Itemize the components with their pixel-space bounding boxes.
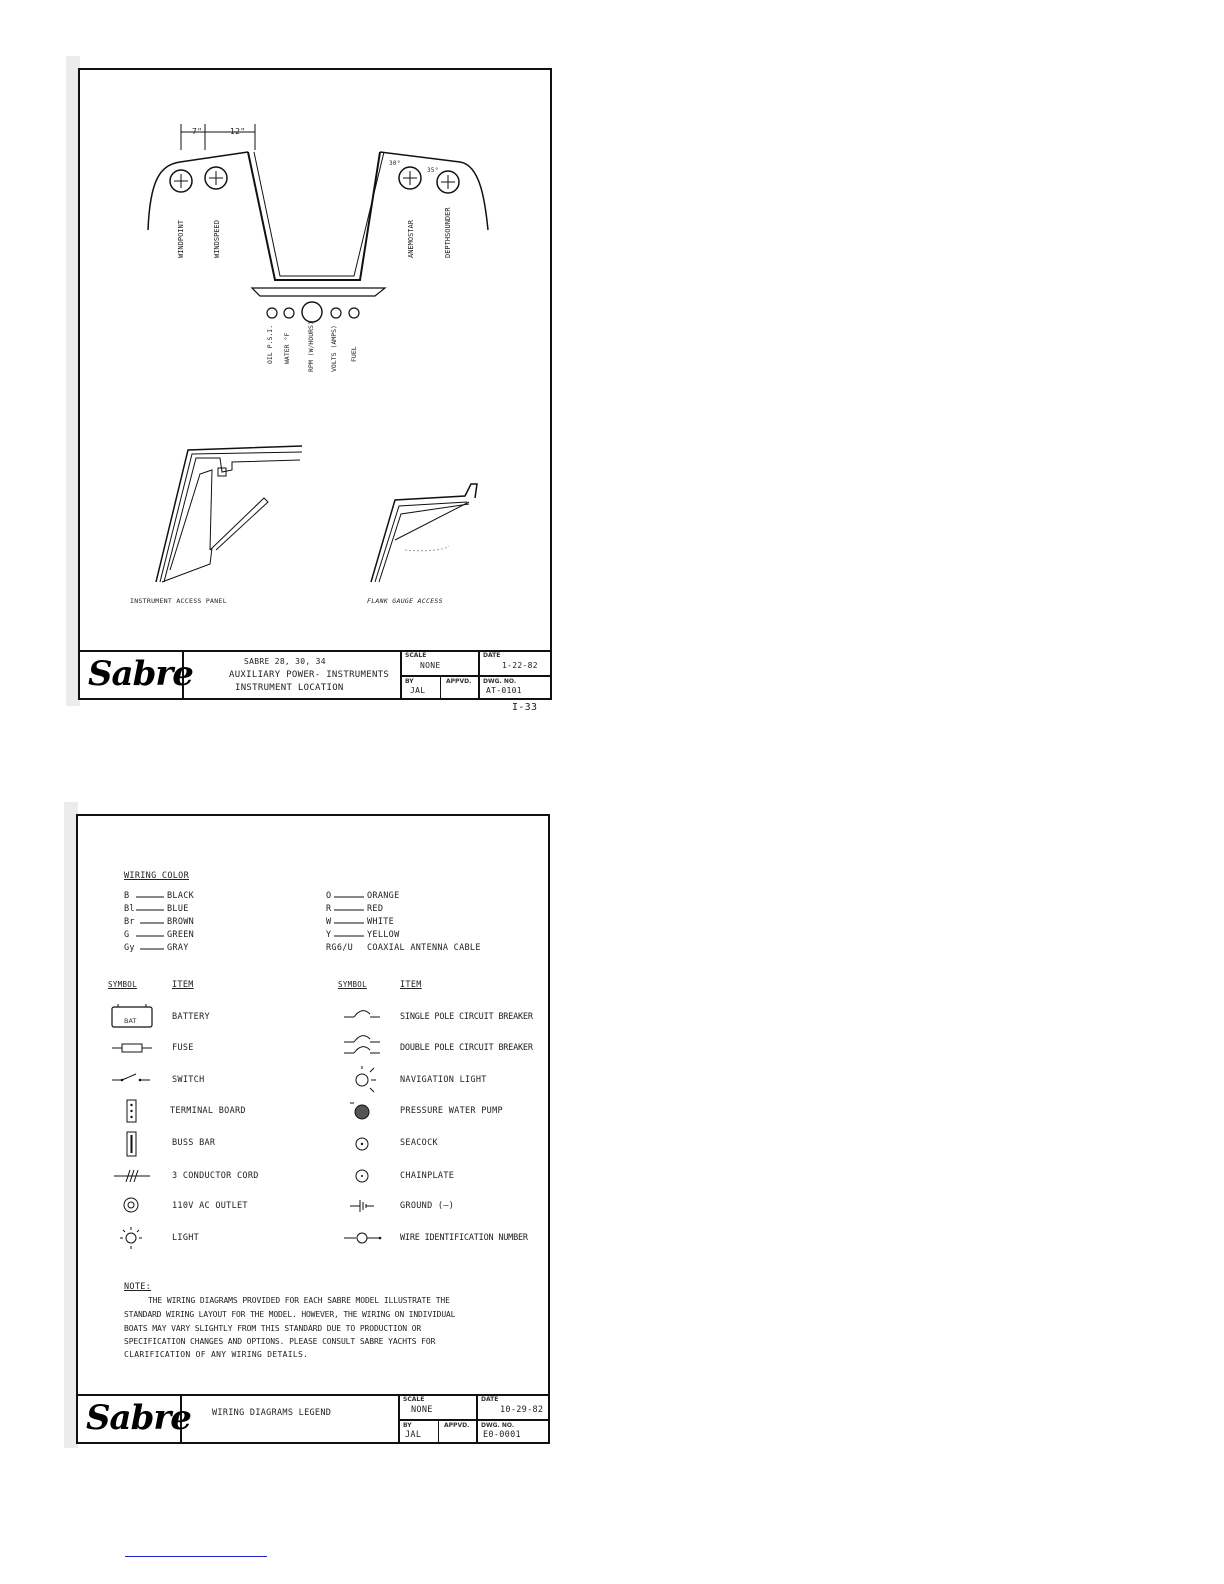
color-name: RED [367,904,384,914]
page-number: I-33 [512,702,538,713]
color-dashes-left [134,894,174,954]
color-name: GREEN [167,930,195,940]
item-header-right: ITEM [400,980,422,990]
legend-item-pressure-water-pump: PRESSURE WATER PUMP [400,1106,503,1116]
note-line: SPECIFICATION CHANGES AND OPTIONS. PLEASE CONSULT SABRE YACHTS FOR [124,1337,436,1346]
legend-item-3-conductor-cord: 3 CONDUCTOR CORD [172,1171,259,1181]
color-code: B [124,891,130,901]
color-name: YELLOW [367,930,400,940]
legend-item-chainplate: CHAINPLATE [400,1171,455,1181]
color-name: WHITE [367,917,395,927]
battery-symbol-text: BAT [124,1017,137,1025]
dimension-right: 12" [230,127,246,136]
legend-item-ground: GROUND (—) [400,1201,455,1211]
navigation-light-icon [356,1066,376,1092]
panel-label-flank-gauge-access: FLANK GAUGE ACCESS [367,597,443,605]
color-name: BROWN [167,917,195,927]
tb1-divider-h [400,675,552,677]
light-icon [120,1227,142,1249]
instrument-label-depthsounder: DEPTHSOUNDER [444,207,452,258]
legend-item-terminal-board: TERMINAL BOARD [170,1106,246,1116]
symbol-header-right: SYMBOL [338,980,367,989]
instrument-label-windpoint: WINDPOINT [177,220,185,258]
tb2-dwg: E0-0001 [483,1430,521,1440]
tb1-date-label: DATE [483,652,501,659]
color-name: BLACK [167,891,195,901]
color-name: ORANGE [367,891,400,901]
sabre-logo: Sabre [88,654,193,694]
note-line: BOATS MAY VARY SLIGHTLY FROM THIS STANDARD DUE TO PRODUCTION OR [124,1324,422,1333]
legend-item-switch: SWITCH [172,1075,205,1085]
color-code: W [326,917,332,927]
note-line: STANDARD WIRING LAYOUT FOR THE MODEL. HOWEVER, THE WIRING ON INDIVIDUAL [124,1310,456,1319]
item-header-left: ITEM [172,980,194,990]
tb1-date: 1-22-82 [502,661,538,670]
tb1-by: JAL [410,686,426,695]
ground-icon [350,1200,374,1212]
tb1-title1: AUXILIARY POWER- INSTRUMENTS [229,670,390,680]
legend-item-navigation-light: NAVIGATION LIGHT [400,1075,487,1085]
tb2-date: 10-29-82 [500,1405,544,1415]
symbol-header-left: SYMBOL [108,980,137,989]
tb1-dwg: AT-0101 [486,686,522,695]
tb2-scale-label: SCALE [403,1396,425,1403]
tb2-dwg-label: DWG. NO. [481,1422,515,1429]
tb2-scale: NONE [411,1405,433,1415]
legend-item-seacock: SEACOCK [400,1138,438,1148]
angle-label-1: 30° [389,160,401,167]
color-dashes-right [334,894,374,944]
single-pole-breaker-icon [344,1011,380,1017]
color-name: GRAY [167,943,189,953]
tb1-by-label: BY [405,678,414,685]
color-code: Bl [124,904,135,914]
pressure-water-pump-icon [350,1103,369,1119]
wire-id-number-icon [344,1233,381,1243]
color-code: O [326,891,332,901]
tb1-model: SABRE 28, 30, 34 [244,657,326,666]
tb2-appvd-label: APPVD. [444,1422,470,1429]
footer-link[interactable] [125,1556,267,1557]
legend-item-battery: BATTERY [172,1012,210,1022]
tb2-title: WIRING DIAGRAMS LEGEND [212,1408,332,1418]
sabre-logo: Sabre [86,1398,191,1438]
note-line: CLARIFICATION OF ANY WIRING DETAILS. [124,1350,309,1359]
color-code: G [124,930,130,940]
tb1-scale: NONE [420,661,441,670]
tb1-dwg-label: DWG. NO. [483,678,517,685]
legend-item-outlet: 110V AC OUTLET [172,1201,248,1211]
gauge-label-rpm: RPM (W/HOURS) [307,321,315,372]
color-name: COAXIAL ANTENNA CABLE [367,943,481,953]
panel-label-instrument-access: INSTRUMENT ACCESS PANEL [130,597,227,605]
buss-bar-icon [127,1132,136,1156]
gauge-label-oil: OIL P.S.I. [266,324,274,364]
tb2-divider-h [398,1419,550,1421]
gauge-label-water: WATER °F [283,332,291,364]
note-line: THE WIRING DIAGRAMS PROVIDED FOR EACH SABRE MODEL ILLUSTRATE THE [148,1296,450,1305]
legend-item-fuse: FUSE [172,1043,194,1053]
angle-label-2: 35° [427,167,439,174]
tb2-date-label: DATE [481,1396,499,1403]
legend-item-buss-bar: BUSS BAR [172,1138,216,1148]
gauge-label-volts: VOLTS (AMPS) [330,325,338,372]
instrument-label-windspeed: WINDSPEED [213,220,221,258]
gauge-label-fuel: FUEL [350,346,358,362]
legend-item-double-pole-breaker: DOUBLE POLE CIRCUIT BREAKER [400,1043,533,1053]
flank-gauge-access-drawing [365,478,495,588]
tb2-divider-4 [438,1419,439,1444]
color-code: Y [326,930,332,940]
double-pole-breaker-icon [344,1036,380,1053]
three-conductor-cord-icon [114,1170,150,1182]
dimension-left: 7" [192,127,203,136]
tb1-divider-4 [440,675,441,700]
note-title: NOTE: [124,1282,152,1292]
color-code: Gy [124,943,135,953]
legend-item-light: LIGHT [172,1233,200,1243]
seacock-icon [356,1138,368,1150]
tb1-scale-label: SCALE [405,652,427,659]
symbols-right [336,1000,396,1260]
switch-icon [112,1074,150,1081]
tb2-by: JAL [405,1430,422,1440]
legend-item-single-pole-breaker: SINGLE POLE CIRCUIT BREAKER [400,1012,533,1022]
wiring-color-title: WIRING COLOR [124,871,190,881]
color-name: BLUE [167,904,189,914]
tb2-by-label: BY [403,1422,412,1429]
tb1-appvd-label: APPVD. [446,678,472,685]
fuse-icon [112,1044,152,1052]
legend-item-wire-id-number: WIRE IDENTIFICATION NUMBER [400,1233,528,1243]
outlet-icon [124,1198,138,1212]
gauge-row [264,300,374,330]
chainplate-icon [356,1170,368,1182]
symbols-left [104,1000,164,1260]
color-code: Br [124,917,135,927]
tb1-title2: INSTRUMENT LOCATION [235,683,344,693]
color-code: R [326,904,332,914]
terminal-board-icon [127,1100,136,1122]
instrument-label-anemostar: ANEMOSTAR [407,220,415,258]
color-code: RG6/U [326,943,354,953]
instrument-access-panel-drawing [150,440,320,590]
instrument-dials [168,165,468,205]
